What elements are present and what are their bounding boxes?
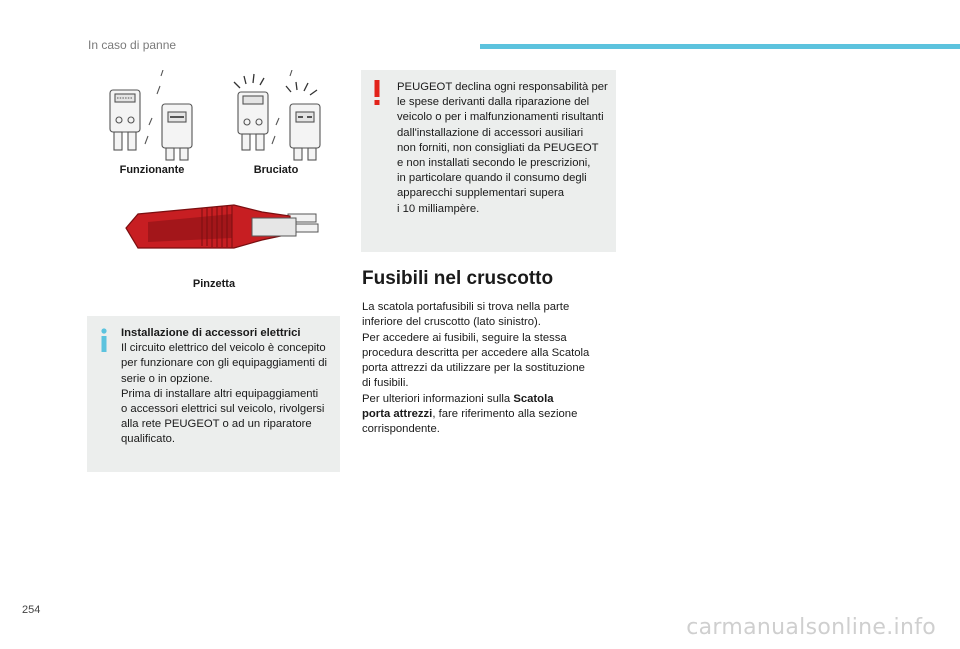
body-line: corrispondente. [362,423,440,436]
warning-note-line: le spese derivanti dalla riparazione del [397,96,590,109]
body-line-reference [362,392,612,407]
body-line-reference-2 [362,407,612,422]
section-title: Fusibili nel cruscotto [362,268,554,289]
info-note-box [87,316,340,472]
body-line: porta attrezzi da utilizzare per la sostituzione [362,362,585,375]
info-note-line: per funzionare con gli equipaggiamenti di [121,357,327,370]
warning-note-box [361,70,616,252]
warning-icon [371,80,383,106]
body-line: procedura descritta per accedere alla Scatola [362,346,590,359]
fuse-burnt-caption: Bruciato [253,164,299,176]
info-note-line: serie o in opzione. [121,372,213,385]
warning-note-line: e non installati secondo le prescrizioni, [397,157,591,170]
warning-note-line: non forniti, non consigliati da PEUGEOT [397,141,599,154]
section-body [362,300,612,438]
warning-note-line: veicolo o per i malfunzionamenti risultanti [397,111,604,124]
warning-note-line: i 10 milliampère. [397,202,480,215]
fuse-burnt-illustration [230,70,325,162]
info-note-line: o accessori elettrici sul veicolo, rivolgersi [121,403,325,416]
tweezers-caption: Pinzetta [192,278,236,290]
info-note-line: Prima di installare altri equipaggiamenti [121,387,319,400]
fuse-ok-caption: Funzionante [119,164,185,176]
watermark: carmanualsonline.info [686,615,936,640]
body-line: di fusibili. [362,377,409,390]
warning-note-line: apparecchi supplementari supera [397,187,565,200]
section-header: In caso di panne [88,38,177,52]
info-note-line: Il circuito elettrico del veicolo è concepito [121,342,326,355]
ref-prefix: Per ulteriori informazioni sulla [362,392,514,405]
info-note-line: qualificato. [121,433,176,446]
body-line: La scatola portafusibili si trova nella parte [362,301,570,313]
ref-bold-porta-attrezzi: porta attrezzi [362,408,433,421]
info-icon [99,328,109,352]
body-line: inferiore del cruscotto (lato sinistro). [362,316,541,329]
info-note-line: alla rete PEUGEOT o ad un riparatore [121,418,312,431]
warning-note-line: PEUGEOT declina ogni responsabilità per [397,81,608,93]
ref-suffix: , fare riferimento alla sezione [432,408,578,421]
page-number: 254 [22,604,41,616]
info-note-title: Installazione di accessori elettrici [121,327,301,339]
fuse-ok-illustration [105,70,195,162]
body-line: Per accedere ai fusibili, seguire la stessa [362,331,567,344]
warning-note-line: in particolare quando il consumo degli [397,172,587,185]
warning-note-line: dall'installazione di accessori ausiliari [397,126,584,139]
tweezers-illustration [122,200,322,260]
header-accent-bar [480,44,960,49]
ref-bold-scatola: Scatola [513,392,554,405]
